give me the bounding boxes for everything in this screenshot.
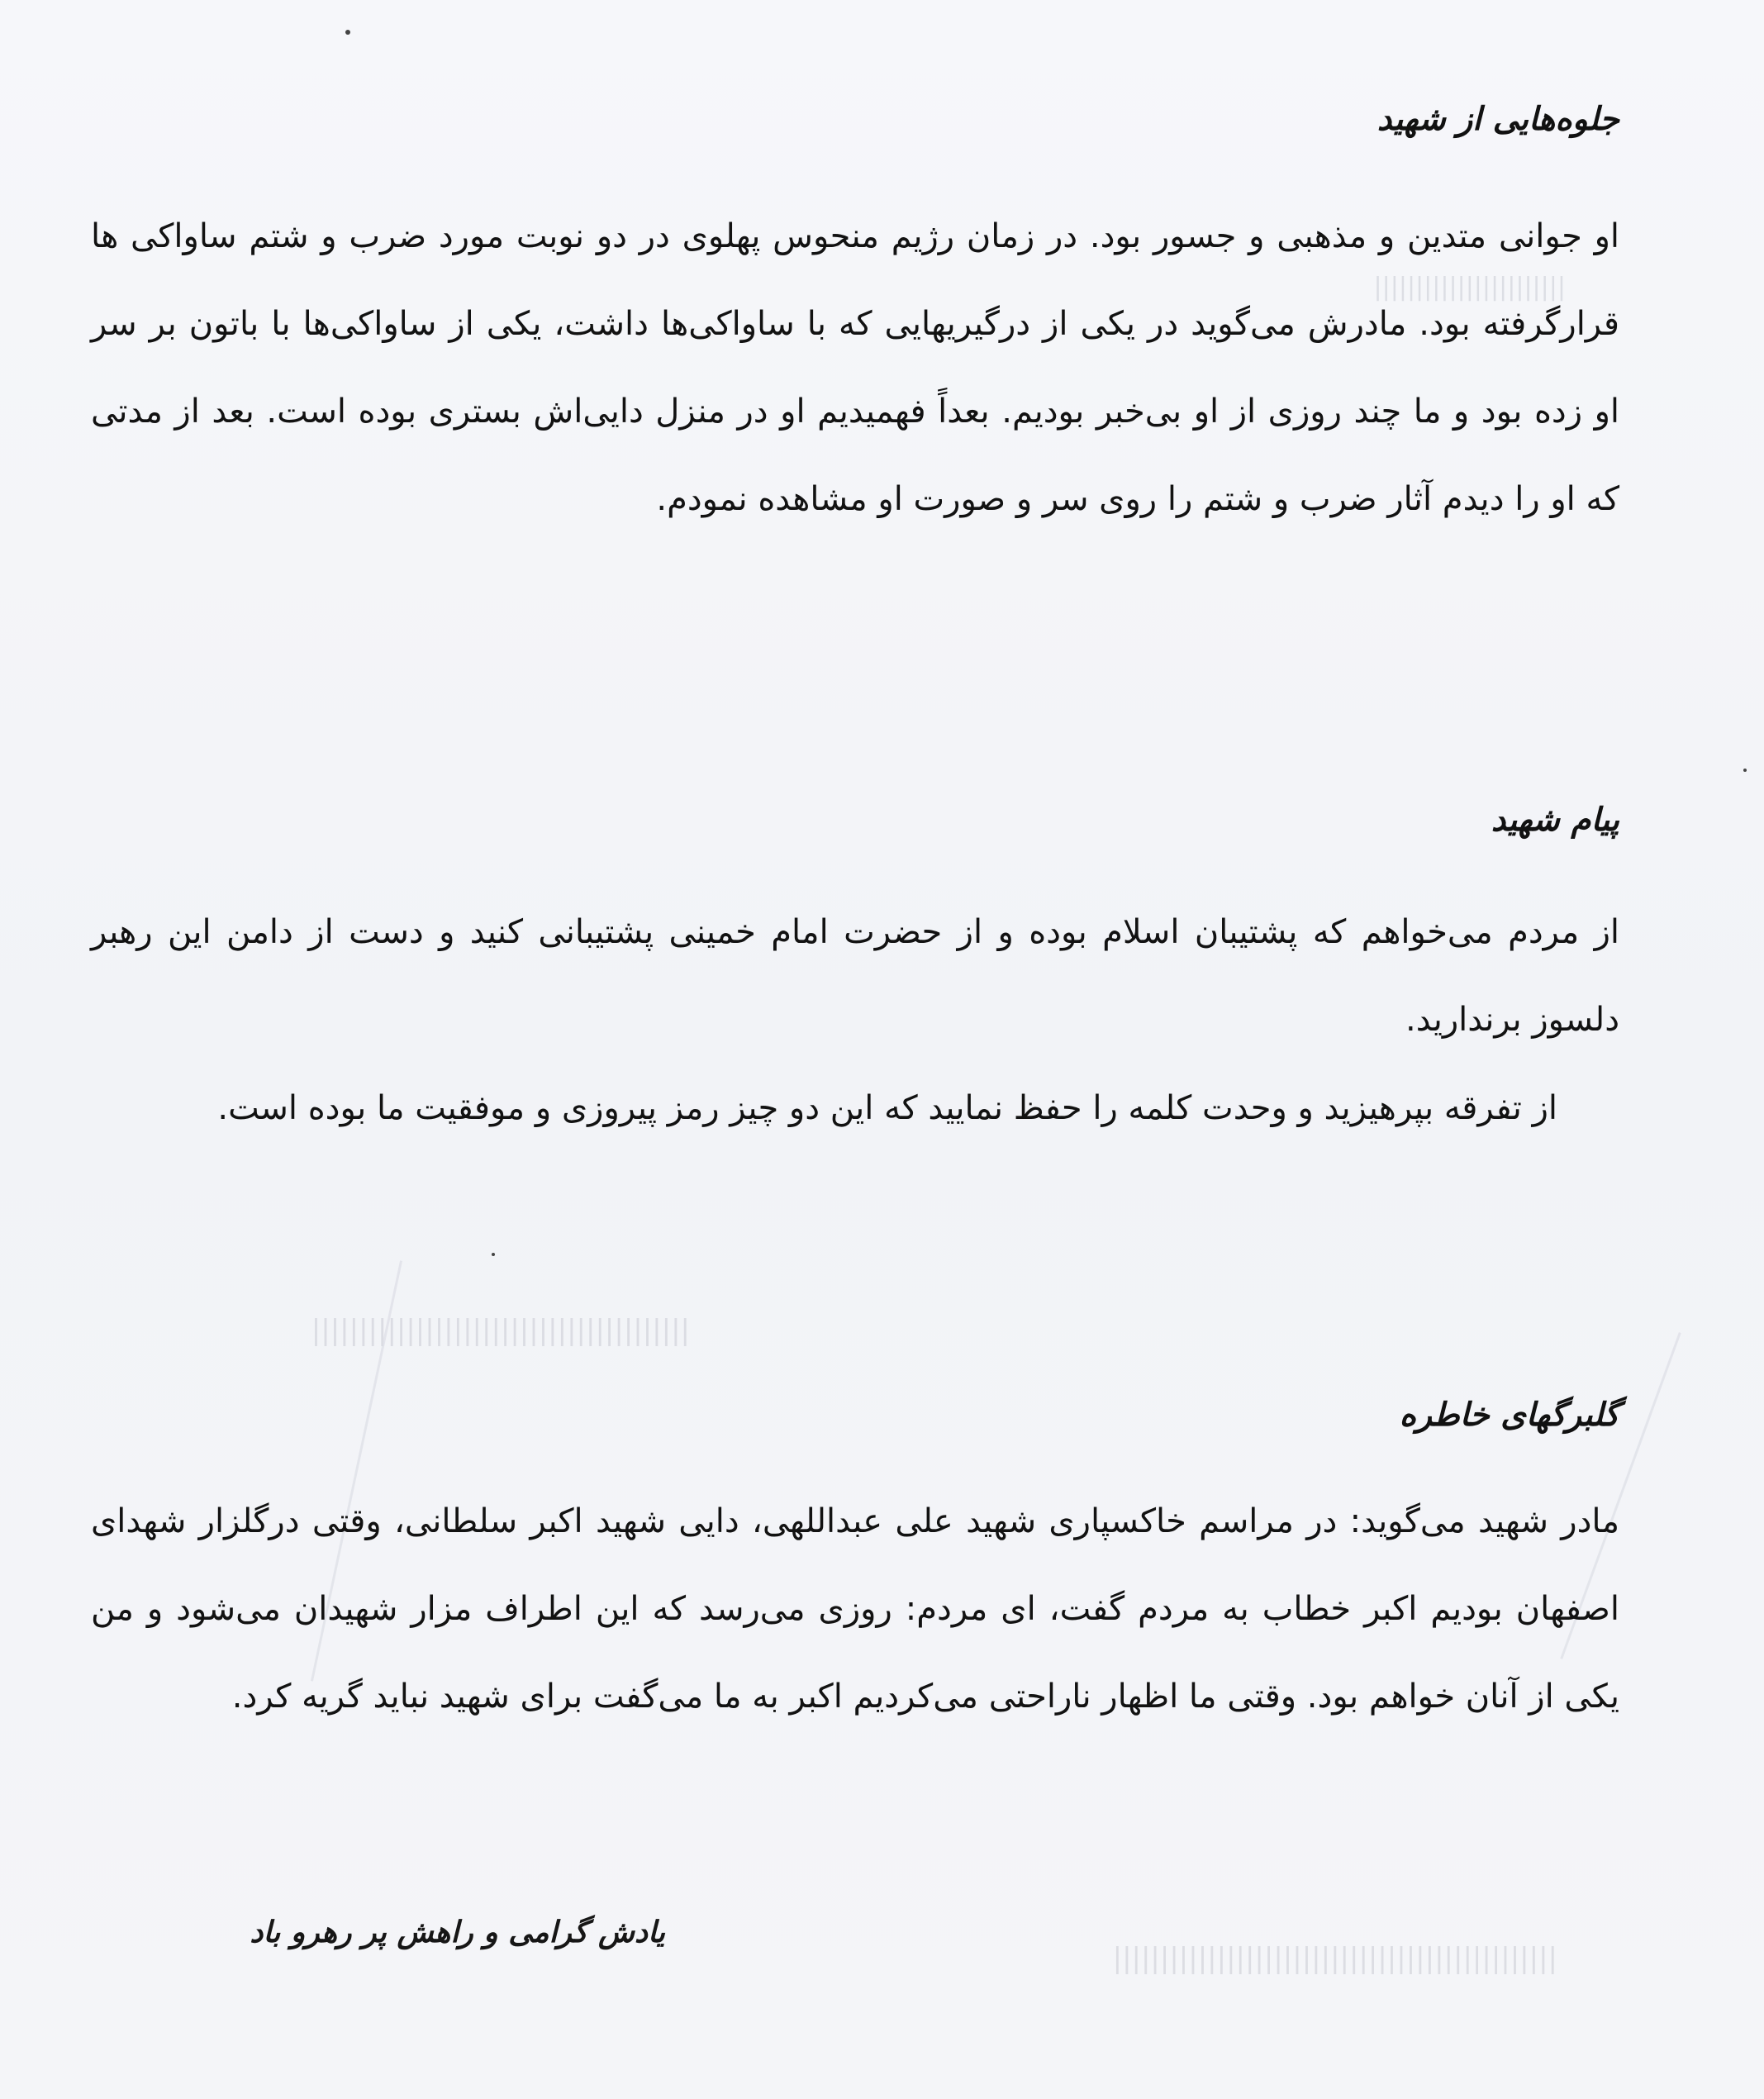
bleed-through-mark: ||||||||||||||||||||||| — [1373, 273, 1566, 302]
bleed-through-mark: ||||||||||||||||||||||||||||||||||||||||||||||| — [1112, 1942, 1557, 1975]
paragraph-message-2 — [91, 1064, 1619, 1152]
closing-line: یادش گرامی و راهش پر رهرو باد — [250, 1916, 665, 1949]
scan-speck — [345, 30, 350, 35]
scan-speck — [492, 1253, 495, 1256]
section-heading-memory-petals: گلبرگهای خاطره — [1399, 1397, 1619, 1434]
paragraph-memory: مادر شهید می‌گوید: در مراسم خاکسپاری شهید علی عبداللهی، دایی شهید اکبر سلطانی، وقتی درگلزار شهدای اصفهان بودیم اکبر خطاب به مردم گفت، ای مردم: روزی می‌رسد که این اطراف مزار شهیدان می‌شود و من یکی از آنان خواهم بود. وقتی ما اظهار ناراحتی می‌کردیم اکبر به ما می‌گفت برای شهید نباید گریه کرد. — [91, 1502, 1619, 1716]
scan-speck — [1743, 769, 1747, 772]
section-heading-message: پیام شهید — [1491, 802, 1619, 839]
paragraph-glimpses: او جوانی متدین و مذهبی و جسور بود. در زمان رژیم منحوس پهلوی در دو نوبت مورد ضرب و شتم ساواکی ها قرارگرفته بود. مادرش می‌گوید در یکی از درگیریهایی که با ساواکی‌ها داشت، یکی از ساواکی‌ها با باتون بر سر او زده بود و ما چند روزی از او بی‌خبر بودیم. بعداً فهمیدیم او در منزل دایی‌اش بستری بوده است. بعد از مدتی که او را دیدم آثار ضرب و شتم را روی سر و صورت او مشاهده نمودم. — [91, 217, 1619, 518]
bleed-through-mark: |||||||||||||||||||||||||||||||||||||||| — [311, 1314, 690, 1347]
paragraph-message-1: از مردم می‌خواهم که پشتیبان اسلام بوده و از حضرت امام خمینی پشتیبانی کنید و دست از دامن این رهبر دلسوز برندارید. — [91, 913, 1619, 1039]
paragraph-message-2-text: از تفرقه بپرهیزید و وحدت کلمه را حفظ نمایید که این دو چیز رمز پیروزی و موفقیت ما بوده است. — [217, 1089, 1557, 1127]
section-heading-glimpses: جلوه‌هایی از شهید — [1376, 101, 1619, 138]
